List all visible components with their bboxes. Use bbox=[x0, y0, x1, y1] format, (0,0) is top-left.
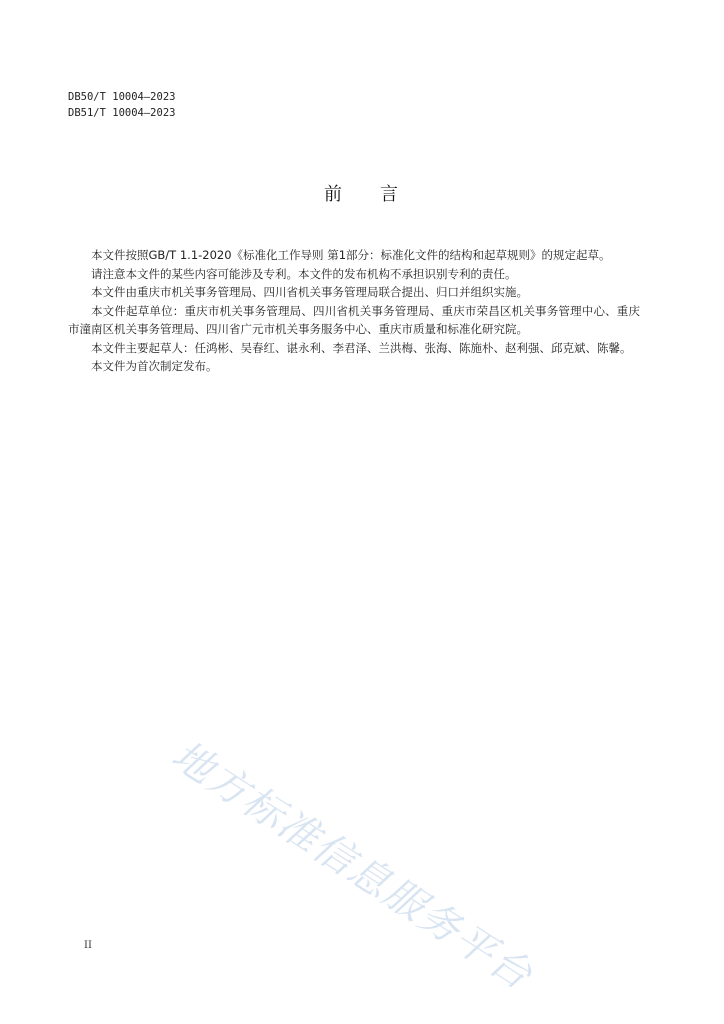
paragraph-first-release: 本文件为首次制定发布。 bbox=[91, 359, 218, 373]
paragraph-patent-notice: 请注意本文件的某些内容可能涉及专利。本文件的发布机构不承担识别专利的责任。 bbox=[91, 266, 517, 281]
section-title bbox=[0, 180, 724, 206]
page-number: II bbox=[84, 940, 92, 951]
standard-code-db51: DB51/T 10004—2023 bbox=[68, 107, 176, 119]
title-char-1: 前 bbox=[324, 184, 344, 205]
paragraph-proposer: 本文件由重庆市机关事务管理局、四川省机关事务管理局联合提出、归口并组织实施。 bbox=[91, 285, 528, 299]
watermark: 地方标准信息服务平台 bbox=[163, 732, 541, 1000]
paragraph-drafting-rules: 本文件按照GB/T 1.1-2020《标准化工作导则 第1部分：标准化文件的结构和起草规则》的规定起草。 bbox=[91, 248, 611, 262]
standard-codes bbox=[68, 89, 175, 121]
paragraph-drafting-units: 本文件起草单位：重庆市机关事务管理局、四川省机关事务管理局、重庆市荣昌区机关事务管理中心、重庆市潼南区机关事务管理局、四川省广元市机关事务服务中心、重庆市质量和标准化研究院。 bbox=[68, 303, 640, 336]
standard-code-db50: DB50/T 10004—2023 bbox=[68, 91, 176, 103]
paragraph-drafters: 本文件主要起草人：任鸿彬、吴春红、谌永利、李君泽、兰洪梅、张海、陈施朴、赵利强、邱克斌、陈馨。 bbox=[91, 340, 632, 355]
title-char-2: 言 bbox=[380, 184, 400, 205]
foreword-body bbox=[68, 246, 640, 376]
